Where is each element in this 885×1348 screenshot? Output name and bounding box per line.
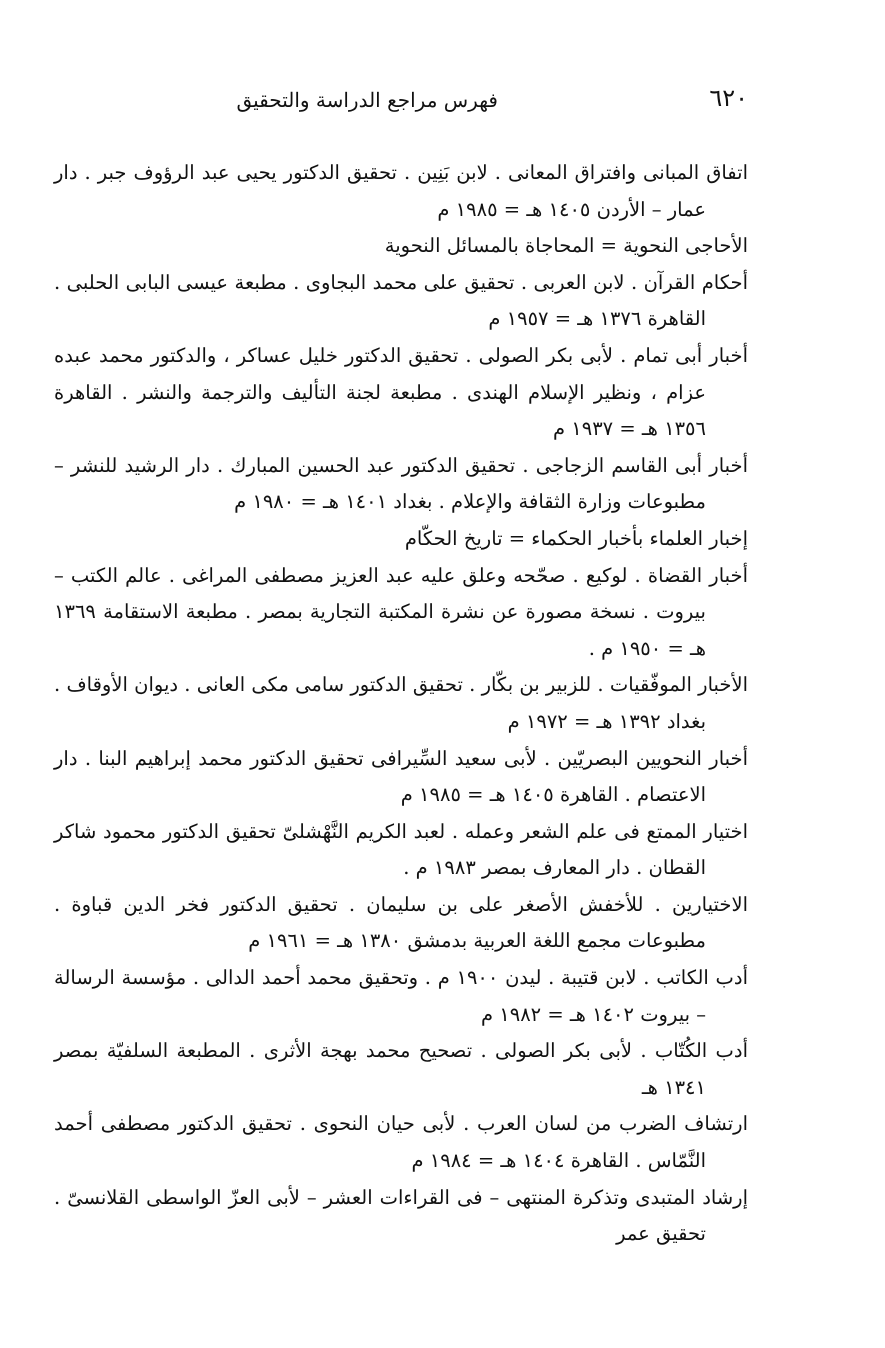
bibliography-entry: الاختيارين . للأخفش الأصغر على بن سليمان . تحقيق الدكتور فخر الدين قباوة . مطبوعات مجمع اللغة العربية بدمشق ١٣٨٠ هـ = ١٩٦١ م (54, 892, 748, 953)
bibliography-entry: أخبار القضاة . لوكيع . صحّحه وعلق عليه عبد العزيز مصطفى المراغى . عالم الكتب – بيروت . نسخة مصورة عن نشرة المكتبة التجارية بمصر . مطبعة الاستقامة ١٣٦٩ هـ = ١٩٥٠ م . (54, 563, 748, 660)
bibliography-entry: أحكام القرآن . لابن العربى . تحقيق على محمد البجاوى . مطبعة عيسى البابى الحلبى . القاهرة ١٣٧٦ هـ = ١٩٥٧ م (54, 270, 748, 331)
bibliography-entry: إخبار العلماء بأخبار الحكماء = تاريخ الحكّام (404, 526, 748, 550)
bibliography-list (54, 155, 748, 1253)
bibliography-entry: أدب الكاتب . لابن قتيبة . ليدن ١٩٠٠ م . وتحقيق محمد أحمد الدالى . مؤسسة الرسالة – بيروت ١٤٠٢ هـ = ١٩٨٢ م (54, 966, 748, 1026)
bibliography-entry: أخبار النحويين البصريّين . لأبى سعيد السِّيرافى تحقيق الدكتور محمد إبراهيم البنا . دار الاعتصام . القاهرة ١٤٠٥ هـ = ١٩٨٥ م (54, 746, 748, 807)
page-number: ٦٢٠ (709, 84, 748, 112)
bibliography-entry: ارتشاف الضرب من لسان العرب . لأبى حيان النحوى . تحقيق الدكتور مصطفى أحمد النَّمّاس . القاهرة ١٤٠٤ هـ = ١٩٨٤ م (54, 1112, 748, 1173)
running-title: فهرس مراجع الدراسة والتحقيق (236, 88, 498, 112)
bibliography-entry: أدب الكُتّاب . لأبى بكر الصولى . تصحيح محمد بهجة الأثرى . المطبعة السلفيّة بمصر ١٣٤١ هـ (54, 1039, 748, 1099)
bibliography-entry: اتفاق المبانى وافتراق المعانى . لابن بَنِين . تحقيق الدكتور يحيى عبد الرؤوف جبر . دار عمار – الأردن ١٤٠٥ هـ = ١٩٨٥ م (54, 161, 748, 221)
bibliography-entry: إرشاد المتبدى وتذكرة المنتهى – فى القراءات العشر – لأبى العزّ الواسطى القلانسىّ . تحقيق عمر (54, 1185, 748, 1246)
bibliography-entry: أخبار أبى تمام . لأبى بكر الصولى . تحقيق الدكتور خليل عساكر ، والدكتور محمد عبده عزام ، ونظير الإسلام الهندى . مطبعة لجنة التأليف والترجمة والنشر . القاهرة ١٣٥٦ هـ = ١٩٣٧ م (54, 343, 748, 441)
bibliography-entry: الأحاجى النحوية = المحاجاة بالمسائل النحوية (384, 234, 748, 258)
bibliography-entry: أخبار أبى القاسم الزجاجى . تحقيق الدكتور عبد الحسين المبارك . دار الرشيد للنشر – مطبوعات وزارة الثقافة والإعلام . بغداد ١٤٠١ هـ = ١٩٨٠ م (54, 453, 748, 514)
bibliography-entry: اختيار الممتع فى علم الشعر وعمله . لعبد الكريم النَّهْشلىّ تحقيق الدكتور محمود شاكر القطان . دار المعارف بمصر ١٩٨٣ م . (54, 819, 748, 880)
running-header (60, 84, 748, 118)
bibliography-entry: الأخبار الموفّقيات . للزبير بن بكّار . تحقيق الدكتور سامى مكى العانى . ديوان الأوقاف . بغداد ١٣٩٢ هـ = ١٩٧٢ م (54, 673, 748, 733)
